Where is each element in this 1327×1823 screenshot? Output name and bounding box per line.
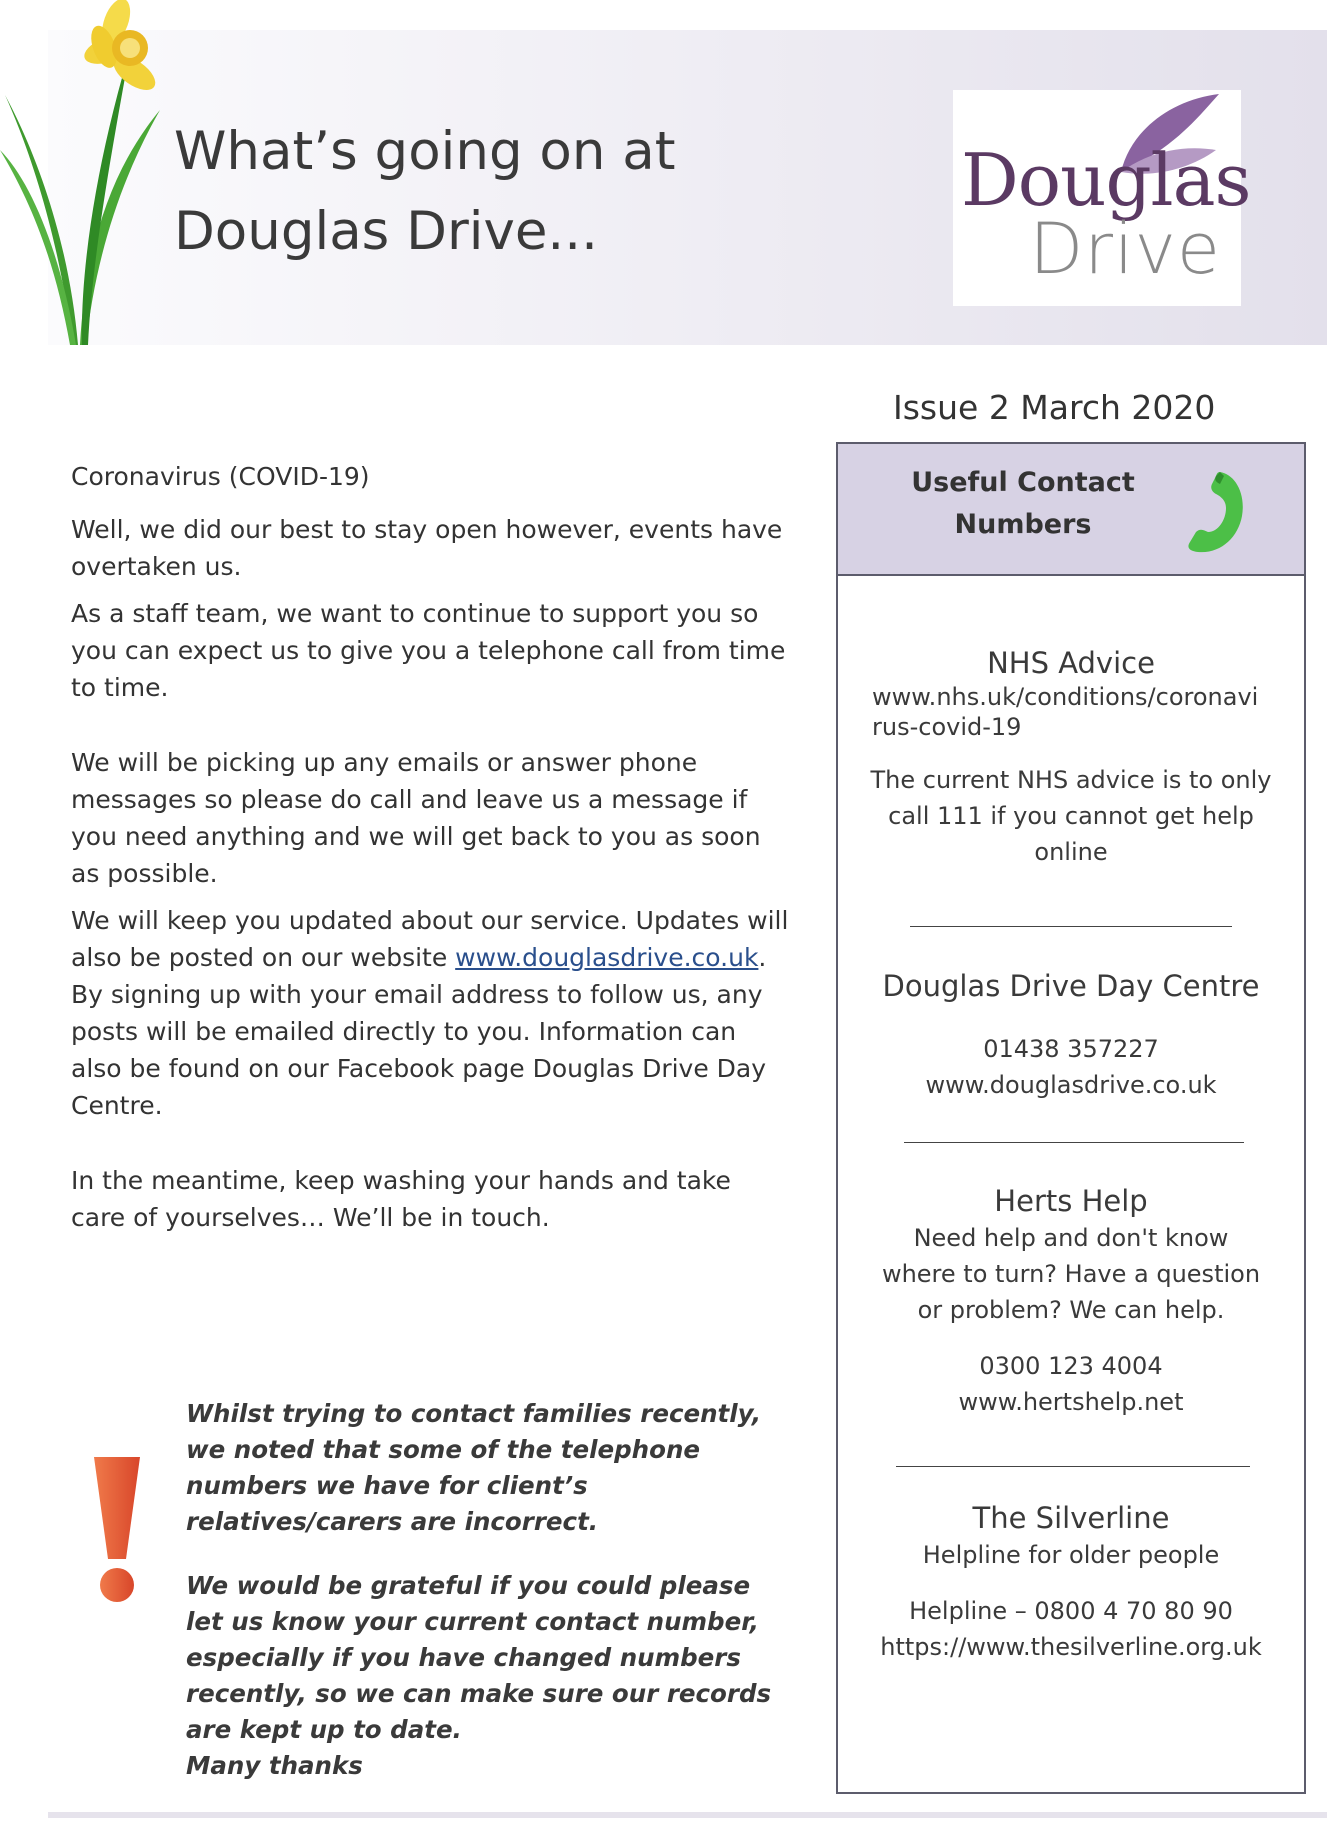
useful-contacts-panel <box>836 442 1306 1794</box>
headline-line-2: Douglas Drive... <box>174 201 598 262</box>
herts-help-phone[interactable]: 0300 123 4004 <box>979 1352 1163 1380</box>
website-link[interactable]: www.douglasdrive.co.uk <box>455 943 759 972</box>
logo-word-douglas: Douglas <box>961 138 1251 222</box>
article-body <box>71 458 791 1236</box>
silverline-phone[interactable]: Helpline – 0800 4 70 80 90 <box>909 1597 1233 1625</box>
nhs-url-line-2[interactable]: rus-covid-19 <box>872 713 1022 741</box>
notice-paragraph-2-text: We would be grateful if you could please let us know your current contact number, especially if you have changed numbers recently, so we can make sure our records are kept up to date. <box>186 1571 772 1744</box>
douglas-drive-url[interactable]: www.douglasdrive.co.uk <box>925 1071 1217 1099</box>
nhs-advice-line-3: online <box>1034 838 1108 866</box>
douglas-drive-logo <box>953 90 1251 306</box>
page-title <box>174 112 676 272</box>
silverline-subtitle: Helpline for older people <box>922 1541 1220 1569</box>
nhs-url-line-1[interactable]: www.nhs.uk/conditions/coronavi <box>872 683 1259 711</box>
article-paragraph-5: In the meantime, keep washing your hands and take care of yourselves… We’ll be in touch. <box>71 1166 731 1232</box>
contacts-header <box>838 444 1304 576</box>
contacts-title-line-1: Useful Contact <box>911 467 1135 498</box>
divider-3 <box>896 1466 1250 1467</box>
nhs-advice-line-2: call 111 if you cannot get help <box>888 802 1254 830</box>
silverline-url[interactable]: https://www.thesilverline.org.uk <box>880 1633 1262 1661</box>
herts-help-line-1: Need help and don't know <box>913 1224 1229 1252</box>
article-paragraph-2: As a staff team, we want to continue to support you so you can expect us to give you a telephone call from time to time. <box>71 599 786 702</box>
article-paragraph-4 <box>71 902 791 1124</box>
notice-paragraph-2 <box>186 1568 786 1784</box>
douglas-drive-title: Douglas Drive Day Centre <box>882 969 1260 1003</box>
paragraph-4-after: . By signing up with your email address to follow us, any posts will be emailed directly to you. Information can also be found on our Facebook page Douglas Drive Day Centre. <box>71 943 767 1120</box>
headline-line-1: What’s going on at <box>174 121 676 182</box>
silverline-title: The Silverline <box>972 1501 1170 1535</box>
douglas-drive-section <box>838 967 1304 1103</box>
nhs-advice-title: NHS Advice <box>987 646 1155 680</box>
herts-help-line-2: where to turn? Have a question <box>881 1260 1261 1288</box>
silverline-section <box>838 1499 1304 1665</box>
nhs-advice-line-1: The current NHS advice is to only <box>870 766 1272 794</box>
article-title: Coronavirus (COVID-19) <box>71 462 370 491</box>
divider-1 <box>910 926 1232 927</box>
phone-icon <box>1176 466 1248 558</box>
herts-help-line-3: or problem? We can help. <box>917 1296 1225 1324</box>
nhs-advice-section <box>838 644 1304 870</box>
logo-word-drive: Drive <box>1029 208 1221 290</box>
contacts-title-line-2: Numbers <box>954 509 1092 540</box>
contact-notice <box>186 1396 786 1784</box>
daffodil-icon <box>0 0 200 360</box>
herts-help-url[interactable]: www.hertshelp.net <box>958 1388 1184 1416</box>
paragraph-4-before: We will keep you updated about our service. Updates will also be posted on our website <box>71 906 789 972</box>
exclamation-icon <box>92 1455 142 1605</box>
herts-help-section <box>838 1182 1304 1420</box>
notice-thanks: Many thanks <box>186 1751 363 1780</box>
douglas-drive-phone[interactable]: 01438 357227 <box>983 1035 1159 1063</box>
footer-rule <box>48 1812 1327 1818</box>
divider-2 <box>904 1142 1244 1143</box>
issue-label: Issue 2 March 2020 <box>893 388 1216 427</box>
herts-help-title: Herts Help <box>994 1184 1148 1218</box>
notice-paragraph-1: Whilst trying to contact families recently, we noted that some of the telephone numbers we have for client’s relatives/carers are incorrect. <box>186 1399 762 1536</box>
contacts-title <box>898 462 1148 546</box>
article-paragraph-3: We will be picking up any emails or answer phone messages so please do call and leave us a message if you need anything and we will get back to you as soon as possible. <box>71 748 761 888</box>
article-paragraph-1: Well, we did our best to stay open however, events have overtaken us. <box>71 515 783 581</box>
